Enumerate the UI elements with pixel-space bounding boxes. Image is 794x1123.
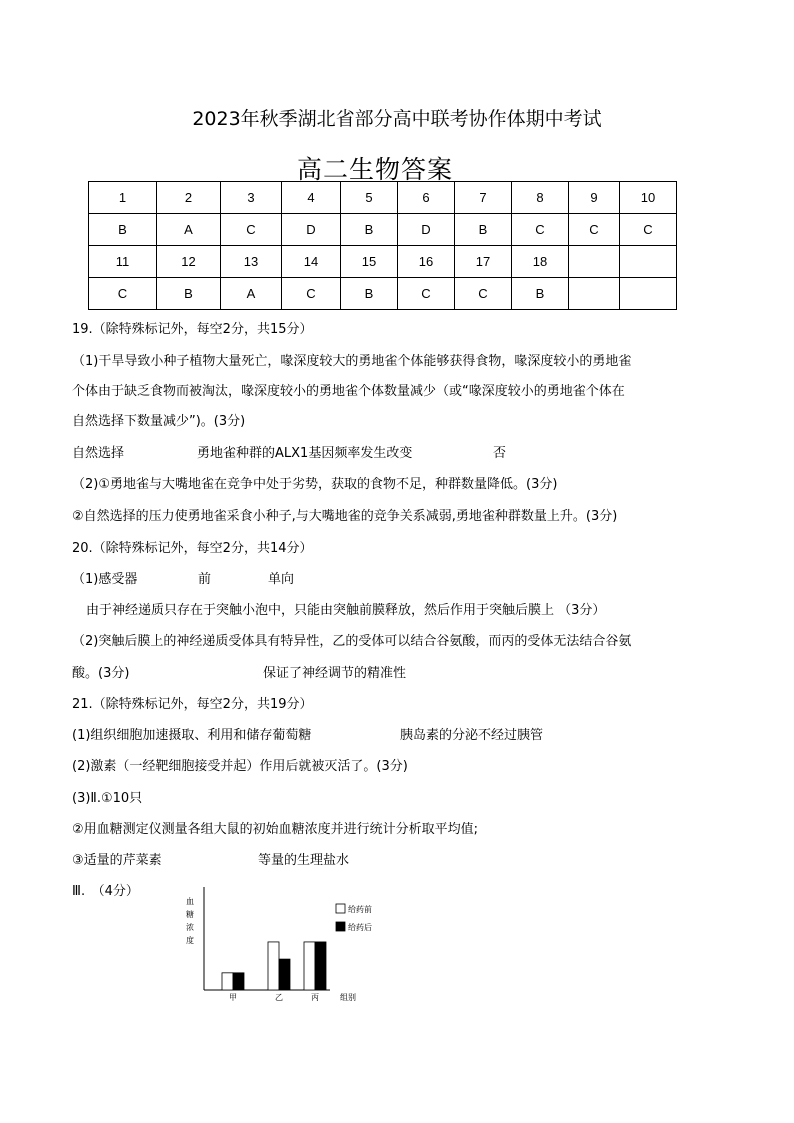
q21-answer-1: (1)组织细胞加速摄取、利用和储存葡萄糖 xyxy=(72,728,312,743)
q19-p1-line1: （1)干旱导致小种子植物大量死亡，喙深度较大的勇地雀个体能够获得食物，喙深度较小的勇地雀 xyxy=(72,354,632,369)
question-number-cell: 8 xyxy=(512,182,569,214)
question-number-cell: 14 xyxy=(282,246,341,278)
q21-p2: (2)激素（一经靶细胞接受并起）作用后就被灭活了。(3分) xyxy=(72,759,408,774)
answer-cell: C xyxy=(620,214,677,246)
chart-ylabel-4: 度 xyxy=(186,936,194,945)
answer-cell: A xyxy=(221,278,282,310)
answer-cell: C xyxy=(89,278,157,310)
q19-p1-line2: 个体由于缺乏食物而被淘汰，喙深度较小的勇地雀个体数量减少（或“喙深度较小的勇地雀个体在 xyxy=(72,384,625,399)
question-number-cell: 1 xyxy=(89,182,157,214)
answer-cell: B xyxy=(512,278,569,310)
question-number-cell: 17 xyxy=(455,246,512,278)
q21-p3: (3)Ⅱ.①10只 xyxy=(72,791,143,806)
answer-cell: B xyxy=(341,278,398,310)
x-tick-label: 乙 xyxy=(275,993,283,1002)
answer-table-row xyxy=(89,182,677,214)
chart-ylabel-2: 糖 xyxy=(186,910,194,919)
answer-cell: C xyxy=(282,278,341,310)
exam-title: 2023年秋季湖北省部分高中联考协作体期中考试 xyxy=(192,108,602,130)
answer-cell: C xyxy=(569,214,620,246)
answer-cell: B xyxy=(341,214,398,246)
bar-乙-给药前 xyxy=(268,942,279,990)
q20-answer-2: 前 xyxy=(198,572,212,587)
q20-p1: 由于神经递质只存在于突触小泡中，只能由突触前膜释放，然后作用于突触后膜上 （3分） xyxy=(86,603,606,618)
q19-answer-3: 否 xyxy=(493,446,507,461)
answer-cell: A xyxy=(157,214,221,246)
answer-table xyxy=(88,181,677,310)
answer-cell: B xyxy=(455,214,512,246)
legend-label: 给药后 xyxy=(348,923,372,932)
legend-swatch xyxy=(336,904,345,913)
answer-cell: B xyxy=(89,214,157,246)
answer-cell: C xyxy=(512,214,569,246)
question-number-cell: 4 xyxy=(282,182,341,214)
x-tick-label: 丙 xyxy=(311,993,319,1002)
chart-ylabel-3: 浓 xyxy=(186,923,194,932)
question-number-cell: 16 xyxy=(398,246,455,278)
chart-canvas xyxy=(180,882,400,1007)
q21-p5-answer-b: 等量的生理盐水 xyxy=(258,853,350,868)
answer-table-row xyxy=(89,214,677,246)
q21-p6: Ⅲ. （4分） xyxy=(72,884,139,899)
q20-header: 20.（除特殊标记外，每空2分，共14分） xyxy=(72,541,313,556)
q21-p5-answer-a: ③适量的芹菜素 xyxy=(72,853,162,868)
question-number-cell: 2 xyxy=(157,182,221,214)
answer-key-title: 高二生物答案 xyxy=(296,155,453,184)
question-number-cell: 15 xyxy=(341,246,398,278)
bar-甲-给药前 xyxy=(222,973,233,990)
chart-ylabel-1: 血 xyxy=(186,897,194,906)
q19-p1-line3: 自然选择下数量减少”)。(3分) xyxy=(72,414,246,429)
q20-answer-3: 单向 xyxy=(268,572,295,587)
question-number-cell: 5 xyxy=(341,182,398,214)
answer-cell xyxy=(569,278,620,310)
blood-glucose-chart xyxy=(180,882,400,1011)
question-number-cell xyxy=(620,246,677,278)
q19-answer-1: 自然选择 xyxy=(72,446,125,461)
answer-cell: D xyxy=(282,214,341,246)
q21-answer-2: 胰岛素的分泌不经过胰管 xyxy=(400,728,544,743)
q20-p2-line2: 酸。(3分) xyxy=(72,666,130,681)
chart-xlabel: 组别 xyxy=(340,993,356,1002)
q20-p2-answer-2: 保证了神经调节的精准性 xyxy=(263,666,407,681)
answer-cell: C xyxy=(455,278,512,310)
answer-table-row xyxy=(89,246,677,278)
answer-cell: D xyxy=(398,214,455,246)
question-number-cell: 11 xyxy=(89,246,157,278)
q21-header: 21.（除特殊标记外，每空2分，共19分） xyxy=(72,697,313,712)
answer-cell: C xyxy=(221,214,282,246)
q19-answer-2: 勇地雀种群的ALX1基因频率发生改变 xyxy=(197,446,413,461)
legend-swatch xyxy=(336,922,345,931)
question-number-cell: 7 xyxy=(455,182,512,214)
q20-answer-1: （1)感受器 xyxy=(72,572,138,587)
answer-cell xyxy=(620,278,677,310)
bar-乙-给药后 xyxy=(279,959,290,990)
bar-丙-给药前 xyxy=(304,942,315,990)
question-number-cell: 18 xyxy=(512,246,569,278)
question-number-cell xyxy=(569,246,620,278)
question-number-cell: 9 xyxy=(569,182,620,214)
q20-p2-line1: （2)突触后膜上的神经递质受体具有特异性，乙的受体可以结合谷氨酸，而丙的受体无法结合谷氨 xyxy=(72,634,632,649)
question-number-cell: 6 xyxy=(398,182,455,214)
x-tick-label: 甲 xyxy=(229,993,237,1002)
question-number-cell: 12 xyxy=(157,246,221,278)
legend-label: 给药前 xyxy=(348,905,372,914)
bar-丙-给药后 xyxy=(315,942,326,990)
answer-cell: B xyxy=(157,278,221,310)
question-number-cell: 3 xyxy=(221,182,282,214)
question-number-cell: 13 xyxy=(221,246,282,278)
bar-甲-给药后 xyxy=(233,973,244,990)
answer-table-row xyxy=(89,278,677,310)
q19-p2-line1: （2)①勇地雀与大嘴地雀在竞争中处于劣势，获取的食物不足，种群数量降低。(3分) xyxy=(72,477,558,492)
question-number-cell: 10 xyxy=(620,182,677,214)
q19-header: 19.（除特殊标记外，每空2分，共15分） xyxy=(72,322,313,337)
q19-p2-line2: ②自然选择的压力使勇地雀采食小种子,与大嘴地雀的竞争关系减弱,勇地雀种群数量上升。(3分) xyxy=(72,509,618,524)
q21-p4: ②用血糖测定仪测量各组大鼠的初始血糖浓度并进行统计分析取平均值; xyxy=(72,822,479,837)
answer-cell: C xyxy=(398,278,455,310)
